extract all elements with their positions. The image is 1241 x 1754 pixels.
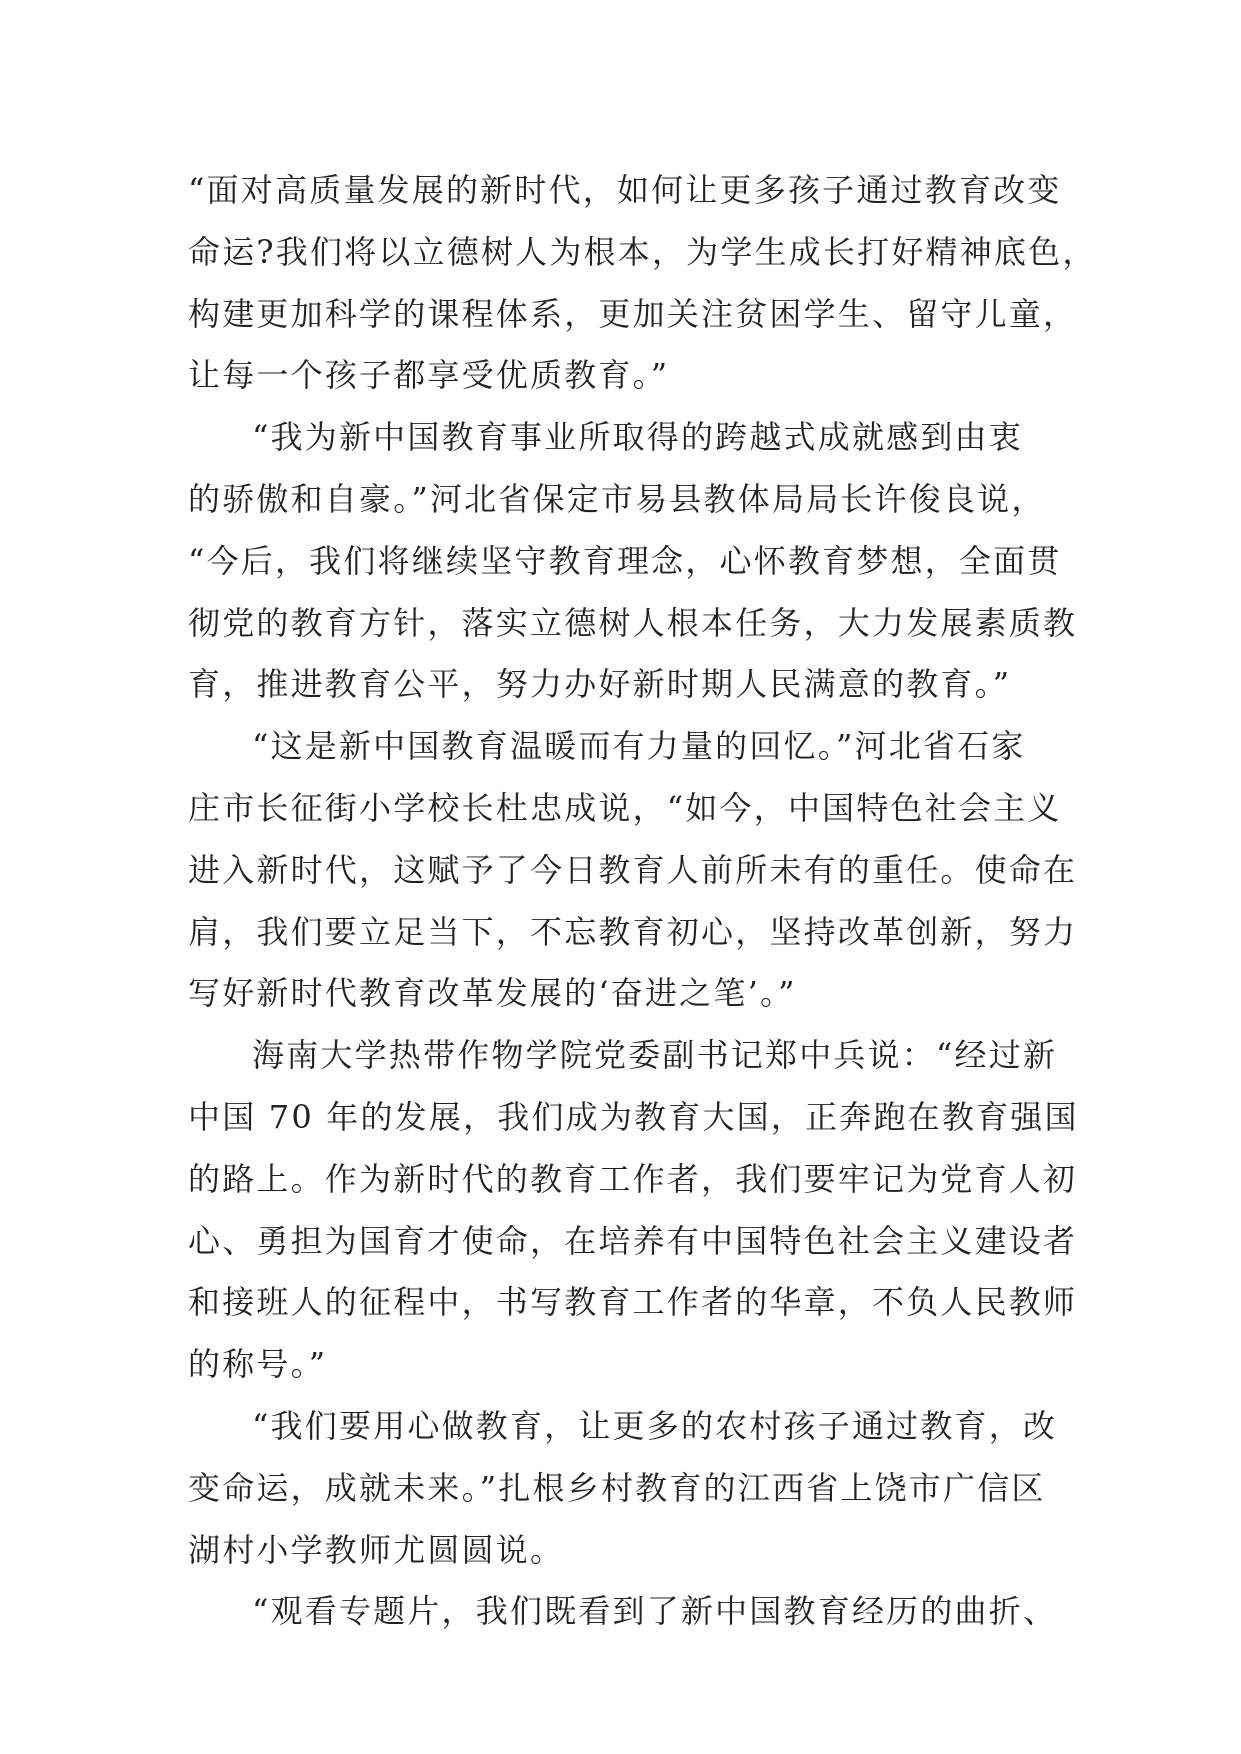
paragraph-first-line: “观看专题片，我们既看到了新中国教育经历的曲折、 (252, 1592, 1058, 1631)
text-line: 中国 70 年的发展，我们成为教育大国，正奔跑在教育强国 (188, 1097, 1079, 1136)
text-line: 彻党的教育方针，落实立德树人根本任务，大力发展素质教 (188, 603, 1078, 642)
paragraph-first-line: “这是新中国教育温暖而有力量的回忆。”河北省石家 (252, 727, 1026, 766)
text-line: 让每一个孩子都享受优质教育。” (188, 356, 670, 395)
paragraph-first-line: “我为新中国教育事业所取得的跨越式成就感到由衷 (252, 418, 1023, 457)
text-line: “面对高质量发展的新时代，如何让更多孩子通过教育改变 (188, 171, 1062, 209)
body-text (188, 160, 1097, 1643)
text-line: 构建更加科学的课程体系，更加关注贫困学生、留守儿童， (188, 294, 1078, 333)
text-line: “今后，我们将继续坚守教育理念，心怀教育梦想，全面贯 (188, 541, 1062, 580)
paragraph-first-line: “我们要用心做教育，让更多的农村孩子通过教育，改 (252, 1406, 1058, 1445)
text-line: 写好新时代教育改革发展的‘奋进之笔’。” (188, 974, 797, 1013)
text-line: 的路上。作为新时代的教育工作者，我们要牢记为党育人初 (188, 1159, 1078, 1198)
text-line: 心、勇担为国育才使命，在培养有中国特色社会主义建设者 (188, 1221, 1078, 1260)
text-line: 变命运，成就未来。”扎根乡村教育的江西省上饶市广信区 (188, 1468, 1046, 1507)
text-line: 的骄傲和自豪。”河北省保定市易县教体局局长许俊良说， (188, 479, 1046, 518)
text-line: 育，推进教育公平，努力办好新时期人民满意的教育。” (188, 665, 1012, 704)
text-line: 进入新时代，这赋予了今日教育人前所未有的重任。使命在 (188, 850, 1078, 889)
text-line: 湖村小学教师尤圆圆说。 (188, 1530, 565, 1569)
text-line: 和接班人的征程中，书写教育工作者的华章，不负人民教师 (188, 1283, 1078, 1322)
paragraph-first-line: 海南大学热带作物学院党委副书记郑中兵说：“经过新 (252, 1036, 1058, 1075)
text-line: 庄市长征街小学校长杜忠成说，“如今，中国特色社会主义 (188, 788, 1062, 827)
text-line: 的称号。” (188, 1345, 328, 1384)
text-line: 命运?我们将以立德树人为根本，为学生成长打好精神底色， (188, 232, 1097, 271)
text-line: 肩，我们要立足当下，不忘教育初心，坚持改革创新，努力 (188, 912, 1078, 951)
